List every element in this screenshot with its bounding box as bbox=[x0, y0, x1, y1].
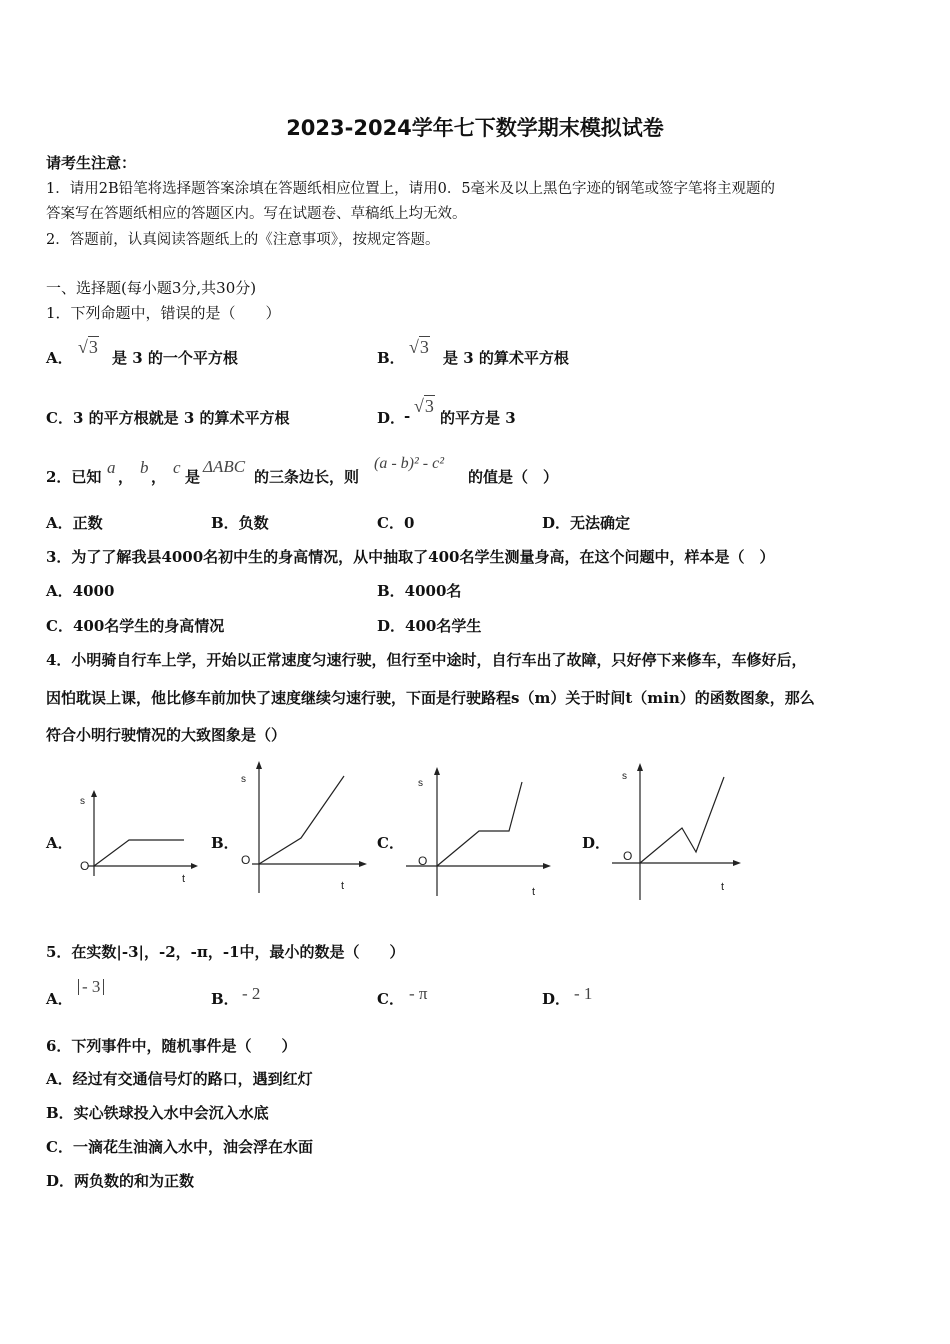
q6-option-c: C．一滴花生油滴入水中，油会浮在水面 bbox=[46, 1138, 313, 1156]
q4-stem-line-2: 因怕耽误上课，他比修车前加快了速度继续匀速行驶，下面是行驶路程s（m）关于时间t（min）的函数图象，那么 bbox=[46, 689, 815, 707]
q1-option-a-radicand: 3 bbox=[88, 337, 98, 357]
q5-option-d-label: D． bbox=[542, 990, 571, 1008]
q1-option-d-text: 的平方是 3 bbox=[440, 409, 516, 427]
page-title: 2023-2024学年七下数学期末模拟试卷 bbox=[286, 116, 664, 140]
notice-line-2: 2．答题前，认真阅读答题纸上的《注意事项》，按规定答题。 bbox=[46, 232, 440, 248]
q2-is: 是 bbox=[185, 468, 201, 486]
q2-stem-start: 2．已知 bbox=[46, 468, 102, 486]
q5-stem: 5．在实数|-3|，-2，-π，-1中，最小的数是（ ） bbox=[46, 943, 405, 961]
q4-stem-line-3: 符合小明行驶情况的大致图象是（） bbox=[46, 726, 287, 744]
graph-a-curve bbox=[94, 840, 184, 866]
graph-b-origin: O bbox=[241, 853, 251, 867]
q1-stem: 1．下列命题中，错误的是（ ） bbox=[46, 304, 281, 322]
arrow-up-icon bbox=[91, 790, 97, 797]
notice-line-1: 1．请用2B铅笔将选择题答案涂填在答题纸相应位置上，请用0．5毫米及以上黑色字迹的钢笔或签字笔将主观题的 bbox=[46, 181, 776, 197]
arrow-up-icon bbox=[434, 767, 440, 775]
graph-b-s-label: s bbox=[241, 774, 246, 785]
graph-a-s-label: s bbox=[80, 796, 85, 807]
graph-b-curve bbox=[259, 776, 344, 864]
notice-line-1b: 答案写在答题纸相应的答题区内。写在试题卷、草稿纸上均无效。 bbox=[46, 206, 467, 222]
q2-expression: (a - b)² - c² bbox=[374, 455, 445, 472]
graph-d-s-label: s bbox=[622, 771, 627, 782]
q2-option-c: C．0 bbox=[377, 514, 415, 532]
graph-c-origin: O bbox=[418, 854, 428, 868]
graph-d-t-label: t bbox=[721, 881, 725, 893]
q4-option-d-label: D． bbox=[582, 834, 611, 852]
q1-option-a-label: A． bbox=[46, 349, 73, 367]
q2-var-b: b bbox=[140, 458, 149, 477]
q6-option-d: D．两负数的和为正数 bbox=[46, 1172, 195, 1190]
graph-d-curve bbox=[640, 777, 724, 863]
q6-option-a: A．经过有交通信号灯的路口，遇到红灯 bbox=[46, 1070, 313, 1088]
q2-stem-mid: 的三条边长，则 bbox=[254, 468, 360, 486]
q4-option-a-label: A． bbox=[46, 834, 73, 852]
q4-graph-d bbox=[608, 760, 748, 900]
q4-option-b-label: B． bbox=[211, 834, 239, 852]
arrow-right-icon bbox=[191, 863, 198, 869]
q2-comma-1: ， bbox=[118, 468, 134, 486]
q1-option-b-radicand: 3 bbox=[419, 337, 429, 357]
notice-heading: 请考生注意： bbox=[46, 154, 137, 172]
q2-option-b: B．负数 bbox=[211, 514, 269, 532]
q3-option-b: B．4000名 bbox=[377, 582, 462, 600]
q1-option-d-sqrt: √3 bbox=[414, 396, 434, 416]
graph-a-t-label: t bbox=[182, 873, 186, 885]
graph-a-origin: O bbox=[80, 859, 90, 873]
q5-option-a-label: A． bbox=[46, 990, 73, 1008]
q4-option-c-label: C． bbox=[377, 834, 404, 852]
q2-option-a: A．正数 bbox=[46, 514, 103, 532]
q1-option-c: C．3 的平方根就是 3 的算术平方根 bbox=[46, 409, 290, 427]
q2-var-c: c bbox=[173, 458, 181, 477]
arrow-up-icon bbox=[637, 763, 643, 771]
q5-option-a-value bbox=[78, 977, 104, 997]
graph-d-origin: O bbox=[623, 849, 633, 863]
graph-c-t-label: t bbox=[532, 886, 536, 898]
q1-option-a-sqrt: √3 bbox=[78, 337, 98, 357]
q4-graph-c bbox=[404, 764, 554, 899]
section-heading: 一、选择题(每小题3分,共30分) bbox=[46, 279, 257, 297]
q5-option-b-label: B． bbox=[211, 990, 239, 1008]
arrow-right-icon bbox=[359, 861, 367, 867]
q1-option-b-text: 是 3 的算术平方根 bbox=[443, 349, 569, 367]
q2-triangle: ΔABC bbox=[203, 457, 246, 476]
q5-option-d-value: - 1 bbox=[574, 984, 593, 1003]
q4-stem-line-1: 4．小明骑自行车上学，开始以正常速度匀速行驶，但行至中途时，自行车出了故障，只好停下来修车，车修好后， bbox=[46, 651, 807, 669]
q3-option-a: A．4000 bbox=[46, 582, 115, 600]
q2-comma-2: ， bbox=[151, 468, 167, 486]
q1-option-a-text: 是 3 的一个平方根 bbox=[112, 349, 238, 367]
q1-option-b-label: B． bbox=[377, 349, 405, 367]
q3-option-d: D．400名学生 bbox=[377, 617, 482, 635]
q6-option-b: B．实心铁球投入水中会沉入水底 bbox=[46, 1104, 269, 1122]
q5-option-c-value: - π bbox=[409, 984, 428, 1003]
q1-option-d-label: D． bbox=[377, 409, 406, 427]
q1-option-d-minus: - bbox=[404, 407, 411, 425]
q1-option-b-sqrt: √3 bbox=[409, 337, 429, 357]
q2-option-d: D．无法确定 bbox=[542, 514, 631, 532]
q5-option-c-label: C． bbox=[377, 990, 404, 1008]
arrow-up-icon bbox=[256, 761, 262, 769]
graph-c-curve bbox=[437, 782, 522, 866]
graph-c-s-label: s bbox=[418, 778, 423, 789]
q2-stem-tail: 的值是（ ） bbox=[468, 468, 559, 486]
arrow-right-icon bbox=[543, 863, 551, 869]
q3-option-c: C．400名学生的身高情况 bbox=[46, 617, 225, 635]
q1-option-d-radicand: 3 bbox=[424, 396, 434, 416]
q4-graph-b bbox=[238, 758, 368, 898]
q2-var-a: a bbox=[107, 458, 116, 477]
q3-stem: 3．为了了解我县4000名初中生的身高情况，从中抽取了400名学生测量身高，在这个问题中，样本是（ ） bbox=[46, 548, 775, 566]
q6-stem: 6．下列事件中，随机事件是（ ） bbox=[46, 1037, 297, 1055]
graph-b-t-label: t bbox=[341, 880, 345, 892]
arrow-right-icon bbox=[733, 860, 741, 866]
q5-option-b-value: - 2 bbox=[242, 984, 261, 1003]
q5-option-a-abs: - 3 bbox=[78, 979, 104, 995]
q4-graph-a bbox=[74, 786, 199, 886]
